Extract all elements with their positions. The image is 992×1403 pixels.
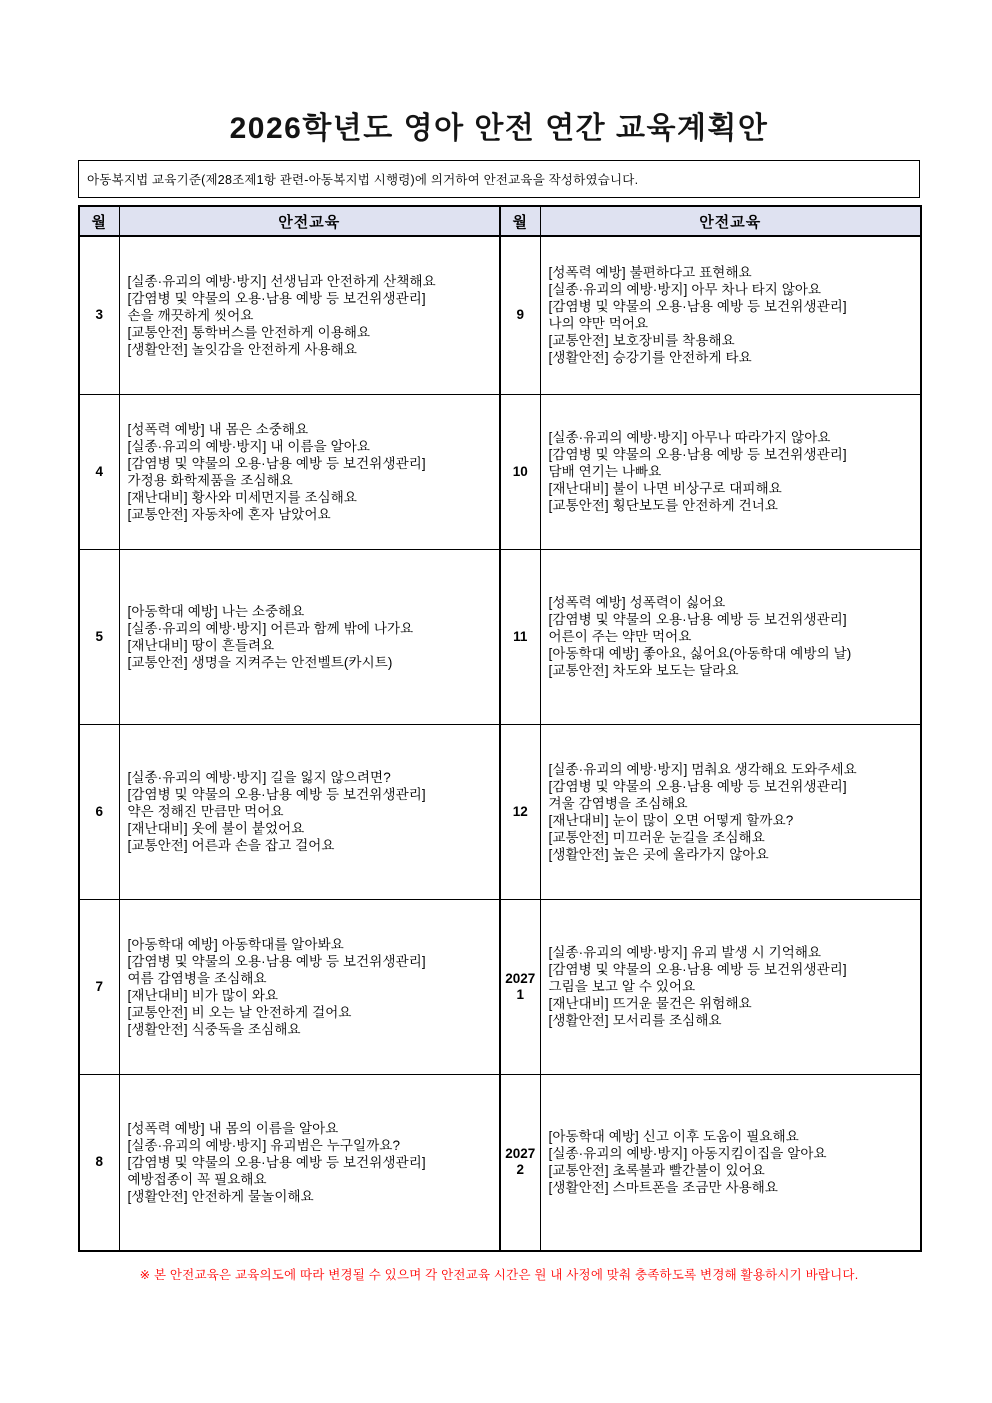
month-label: 6 [95, 803, 103, 819]
education-cell [540, 899, 921, 1074]
header-month-right: 월 [500, 206, 540, 236]
document-page [78, 0, 920, 1283]
education-cell [540, 724, 921, 899]
education-line: [교통안전] 차도와 보도는 달라요 [548, 663, 739, 678]
education-line: [교통안전] 비 오는 날 안전하게 걸어요 [127, 1004, 352, 1020]
education-line: [생활안전] 안전하게 물놀이해요 [127, 1188, 314, 1204]
month-label: 1 [516, 986, 524, 1002]
month-label: 7 [95, 978, 103, 994]
table-header-row [79, 206, 921, 236]
education-line: [생활안전] 놀잇감을 안전하게 사용해요 [127, 341, 358, 357]
month-label: 12 [512, 803, 528, 819]
month-label: 9 [516, 307, 524, 323]
education-line: [실종·유괴의 예방·방지] 길을 잃지 않으려면? [127, 770, 391, 785]
month-cell [500, 549, 540, 724]
month-cell [500, 724, 540, 899]
education-line: [감염병 및 약물의 오용·남용 예방 등 보건위생관리] [127, 1154, 426, 1170]
education-line: [재난대비] 황사와 미세먼지를 조심해요 [127, 489, 358, 505]
education-cell [119, 236, 500, 394]
education-line: [실종·유괴의 예방·방지] 내 이름을 알아요 [127, 438, 371, 454]
education-line: [교통안전] 미끄러운 눈길을 조심해요 [548, 829, 765, 845]
month-label: 2027 [505, 1146, 536, 1162]
education-line: [성폭력 예방] 불편하다고 표현해요 [548, 265, 752, 281]
month-cell [500, 394, 540, 549]
education-line: [아동학대 예방] 아동학대를 알아봐요 [127, 936, 344, 952]
education-line: 어른이 주는 약만 먹어요 [548, 629, 692, 644]
education-line: [감염병 및 약물의 오용·남용 예방 등 보건위생관리] [127, 787, 426, 802]
education-line: 예방접종이 꼭 필요해요 [127, 1171, 267, 1187]
education-line: [교통안전] 보호장비를 착용해요 [548, 333, 735, 349]
education-line: [성폭력 예방] 내 몸은 소중해요 [127, 421, 309, 437]
month-cell [79, 1074, 119, 1251]
education-cell [119, 1074, 500, 1251]
education-cell [540, 1074, 921, 1251]
education-line: [생활안전] 모서리를 조심해요 [548, 1013, 722, 1028]
education-line: [아동학대 예방] 신고 이후 도움이 필요해요 [548, 1129, 799, 1145]
month-cell [79, 236, 119, 394]
month-label: 4 [95, 463, 103, 479]
education-cell [119, 549, 500, 724]
education-line: [재난대비] 불이 나면 비상구로 대피해요 [548, 481, 782, 496]
table-row [79, 899, 921, 1074]
education-line: [감염병 및 약물의 오용·남용 예방 등 보건위생관리] [548, 962, 847, 977]
education-line: [실종·유괴의 예방·방지] 유괴범은 누구일까요? [127, 1137, 401, 1153]
month-label: 5 [95, 628, 103, 644]
education-line: [생활안전] 스마트폰을 조금만 사용해요 [548, 1180, 779, 1196]
education-line: [실종·유괴의 예방·방지] 아동지킴이집을 알아요 [548, 1146, 827, 1162]
education-line: 가정용 화학제품을 조심해요 [127, 472, 293, 488]
subtitle-box [78, 160, 920, 198]
education-line: 손을 깨끗하게 씻어요 [127, 307, 254, 323]
education-line: [교통안전] 자동차에 혼자 남았어요 [127, 506, 331, 522]
page-title: 2026학년도 영아 안전 연간 교육계획안 [229, 112, 769, 145]
education-line: 겨울 감염병을 조심해요 [548, 795, 688, 811]
month-cell [79, 394, 119, 549]
month-label: 3 [95, 307, 103, 323]
education-line: [성폭력 예방] 내 몸의 이름을 알아요 [127, 1120, 339, 1136]
education-line: [감염병 및 약물의 오용·남용 예방 등 보건위생관리] [548, 447, 847, 462]
header-education-left: 안전교육 [119, 206, 500, 236]
education-line: [실종·유괴의 예방·방지] 어른과 함께 밖에 나가요 [127, 620, 414, 636]
month-cell [79, 899, 119, 1074]
education-cell [540, 236, 921, 394]
education-line: [감염병 및 약물의 오용·남용 예방 등 보건위생관리] [127, 455, 426, 471]
month-cell [500, 899, 540, 1074]
education-line: [재난대비] 옷에 불이 붙었어요 [127, 821, 305, 836]
education-line: [실종·유괴의 예방·방지] 유괴 발생 시 기억해요 [548, 945, 822, 960]
education-line: [교통안전] 어른과 손을 잡고 걸어요 [127, 838, 335, 853]
education-line: [재난대비] 비가 많이 와요 [127, 987, 279, 1003]
education-line: [생활안전] 높은 곳에 올라가지 않아요 [548, 846, 769, 862]
education-cell [540, 394, 921, 549]
education-line: [감염병 및 약물의 오용·남용 예방 등 보건위생관리] [127, 290, 426, 306]
education-line: 약은 정해진 만큼만 먹어요 [127, 804, 284, 819]
header-month-left: 월 [79, 206, 119, 236]
education-cell [119, 724, 500, 899]
month-cell [500, 1074, 540, 1251]
table-row [79, 236, 921, 394]
month-label: 11 [513, 628, 528, 644]
education-line: [감염병 및 약물의 오용·남용 예방 등 보건위생관리] [548, 612, 847, 627]
month-label: 10 [512, 463, 528, 479]
month-cell [79, 549, 119, 724]
subtitle-text: 아동복지법 교육기준(제28조제1항 관련-아동복지법 시행령)에 의거하여 안전교육을 작성하였습니다. [87, 173, 639, 187]
education-line: [실종·유괴의 예방·방지] 선생님과 안전하게 산책해요 [127, 273, 436, 289]
education-line: [생활안전] 식중독을 조심해요 [127, 1021, 301, 1037]
education-line: [교통안전] 횡단보도를 안전하게 건너요 [548, 498, 779, 513]
education-cell [540, 549, 921, 724]
education-line: [감염병 및 약물의 오용·남용 예방 등 보건위생관리] [548, 299, 847, 315]
education-line: [실종·유괴의 예방·방지] 멈춰요 생각해요 도와주세요 [548, 761, 857, 777]
header-education-right: 안전교육 [540, 206, 921, 236]
education-line: [교통안전] 초록불과 빨간불이 있어요 [548, 1163, 765, 1179]
table-row [79, 724, 921, 899]
education-line: [재난대비] 뜨거운 물건은 위험해요 [548, 996, 752, 1011]
education-cell [119, 899, 500, 1074]
education-cell [119, 394, 500, 549]
education-line: [아동학대 예방] 나는 소중해요 [127, 603, 305, 619]
education-line: [아동학대 예방] 좋아요, 싫어요(아동학대 예방의 날) [548, 646, 852, 661]
education-line: [실종·유괴의 예방·방지] 아무나 따라가지 않아요 [548, 430, 831, 445]
education-line: 담배 연기는 나빠요 [548, 464, 662, 479]
table-row [79, 1074, 921, 1251]
education-line: [감염병 및 약물의 오용·남용 예방 등 보건위생관리] [548, 778, 847, 794]
education-line: [생활안전] 승강기를 안전하게 타요 [548, 350, 752, 366]
education-line: [교통안전] 생명을 지켜주는 안전벨트(카시트) [127, 654, 393, 670]
table-row [79, 394, 921, 549]
table-row [79, 549, 921, 724]
month-label: 8 [95, 1154, 103, 1170]
education-line: [성폭력 예방] 성폭력이 싫어요 [548, 595, 726, 610]
education-line: 그림을 보고 알 수 있어요 [548, 979, 696, 994]
education-line: [재난대비] 눈이 많이 오면 어떻게 할까요? [548, 812, 794, 828]
education-line: [교통안전] 통학버스를 안전하게 이용해요 [127, 324, 371, 340]
education-line: 나의 약만 먹어요 [548, 316, 649, 332]
month-cell [79, 724, 119, 899]
education-line: [재난대비] 땅이 흔들려요 [127, 637, 275, 653]
footnote: ※ 본 안전교육은 교육의도에 따라 변경될 수 있으며 각 안전교육 시간은 원 내 사정에 맞춰 충족하도록 변경해 활용하시기 바랍니다. [139, 1268, 859, 1282]
education-line: [감염병 및 약물의 오용·남용 예방 등 보건위생관리] [127, 953, 426, 969]
month-cell [500, 236, 540, 394]
education-line: [실종·유괴의 예방·방지] 아무 차나 타지 않아요 [548, 282, 822, 298]
month-label: 2 [516, 1162, 524, 1178]
education-line: 여름 감염병을 조심해요 [127, 970, 267, 986]
annual-safety-education-table [78, 205, 922, 1252]
month-label: 2027 [505, 970, 536, 986]
